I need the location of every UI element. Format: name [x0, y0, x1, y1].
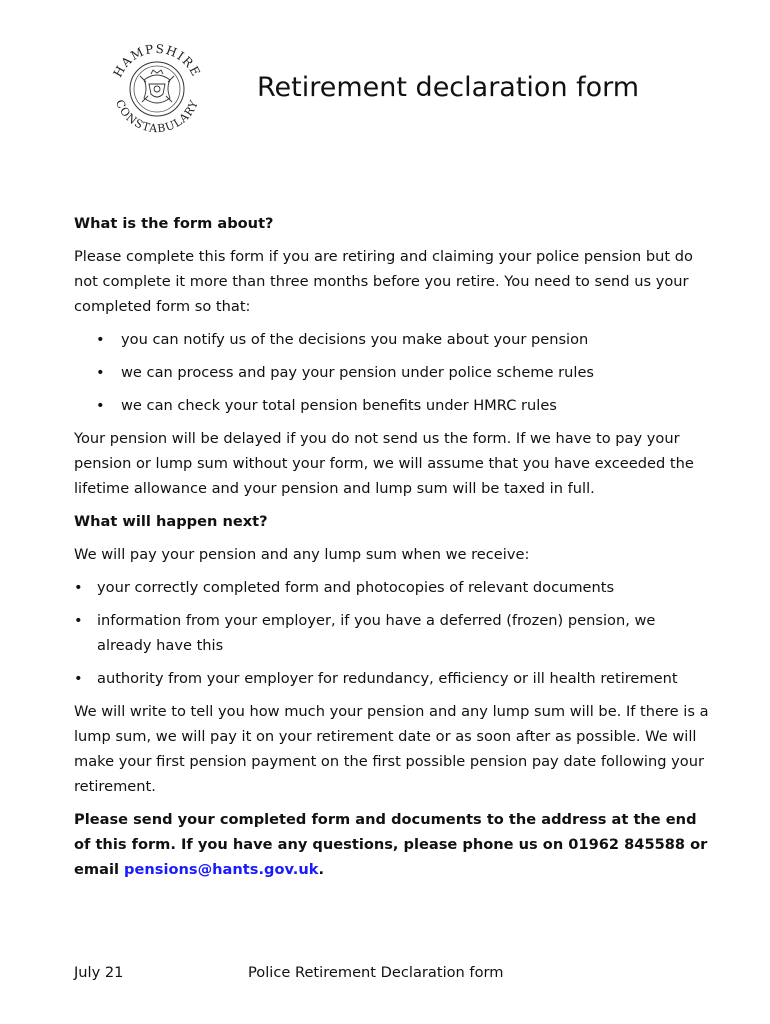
about-bullet-list	[74, 327, 714, 418]
email-link[interactable]: pensions@hants.gov.uk	[124, 861, 319, 878]
logo-text-top: HAMPSHIRE	[110, 41, 204, 80]
page-title: Retirement declaration form	[257, 72, 640, 103]
footer-doc-title: Police Retirement Declaration form	[248, 964, 504, 981]
send-paragraph-text: Please send your completed form and documents to the address at the end of this form. If you have any questions, please phone us on 01962 845588 or email	[74, 811, 708, 878]
delay-paragraph: Your pension will be delayed if you do not send us the form. If we have to pay your pension or lump sum without your form, we will assume that you have exceeded the lifetime allowance and your pension and lump sum will be taxed in full.	[74, 430, 694, 497]
list-item: • we can check your total pension benefits under HMRC rules	[74, 393, 714, 418]
list-item: • information from your employer, if you have a deferred (frozen) pension, we already have this	[74, 608, 714, 658]
list-item: • your correctly completed form and photocopies of relevant documents	[74, 575, 714, 600]
next-intro: We will pay your pension and any lump sum when we receive:	[74, 546, 530, 563]
svg-text:HAMPSHIRE	[111, 42, 204, 80]
send-paragraph-end: .	[318, 861, 324, 878]
list-item: • authority from your employer for redundancy, efficiency or ill health retirement	[74, 666, 714, 691]
hampshire-constabulary-logo	[104, 36, 210, 142]
form-body	[74, 211, 714, 890]
about-heading: What is the form about?	[74, 215, 274, 232]
next-heading: What will happen next?	[74, 513, 268, 530]
footer-date: July 21	[74, 964, 124, 981]
crest-icon	[140, 70, 174, 103]
write-paragraph: We will write to tell you how much your pension and any lump sum will be. If there is a lump sum, we will pay it on your retirement date or as soon after as possible. We will make your first pension payment on the first possible pension pay date following your retirement.	[74, 703, 709, 795]
list-item: • you can notify us of the decisions you make about your pension	[74, 327, 714, 352]
send-paragraph	[74, 807, 714, 882]
logo-text-bottom: CONSTABULARY	[112, 97, 202, 136]
about-intro: Please complete this form if you are retiring and claiming your police pension but do not complete it more than three months before you retire. You need to send us your completed form so that:	[74, 248, 693, 315]
next-bullet-list	[74, 575, 714, 691]
list-item: • we can process and pay your pension under police scheme rules	[74, 360, 714, 385]
